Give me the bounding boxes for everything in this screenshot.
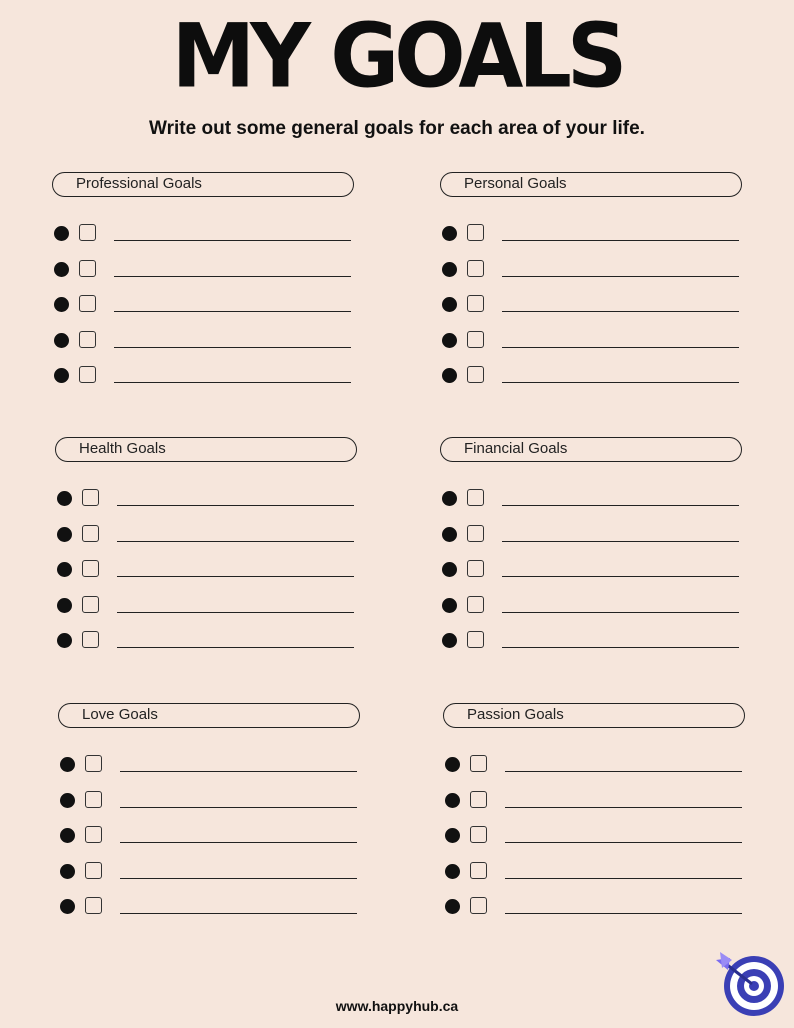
goal-row bbox=[55, 559, 360, 595]
goal-row bbox=[440, 630, 745, 666]
goal-write-line[interactable] bbox=[502, 541, 739, 542]
goal-row bbox=[58, 861, 363, 897]
goal-write-line[interactable] bbox=[120, 913, 357, 914]
goal-rows bbox=[443, 754, 748, 932]
goal-row bbox=[58, 896, 363, 932]
goal-row bbox=[52, 259, 357, 295]
goal-row bbox=[440, 259, 745, 295]
bullet-dot-icon bbox=[60, 757, 75, 772]
checkbox-icon[interactable] bbox=[85, 826, 102, 843]
goal-rows bbox=[58, 754, 363, 932]
checkbox-icon[interactable] bbox=[467, 631, 484, 648]
checkbox-icon[interactable] bbox=[82, 596, 99, 613]
goal-row bbox=[58, 825, 363, 861]
goal-write-line[interactable] bbox=[502, 347, 739, 348]
page-title: MY GOALS bbox=[171, 4, 623, 108]
goal-row bbox=[440, 223, 745, 259]
section-header: Love Goals bbox=[58, 703, 360, 728]
section-professional-goals bbox=[52, 172, 357, 401]
bullet-dot-icon bbox=[60, 828, 75, 843]
bullet-dot-icon bbox=[442, 491, 457, 506]
goal-row bbox=[440, 559, 745, 595]
checkbox-icon[interactable] bbox=[79, 366, 96, 383]
goal-write-line[interactable] bbox=[502, 276, 739, 277]
goal-write-line[interactable] bbox=[502, 240, 739, 241]
checkbox-icon[interactable] bbox=[467, 224, 484, 241]
checkbox-icon[interactable] bbox=[467, 295, 484, 312]
checkbox-icon[interactable] bbox=[85, 755, 102, 772]
section-love-goals bbox=[58, 703, 363, 932]
goal-rows bbox=[55, 488, 360, 666]
section-personal-goals bbox=[440, 172, 745, 401]
goal-row bbox=[443, 861, 748, 897]
section-header: Health Goals bbox=[55, 437, 357, 462]
bullet-dot-icon bbox=[442, 633, 457, 648]
goal-row bbox=[440, 294, 745, 330]
bullet-dot-icon bbox=[54, 297, 69, 312]
checkbox-icon[interactable] bbox=[467, 489, 484, 506]
goal-row bbox=[55, 488, 360, 524]
goal-write-line[interactable] bbox=[114, 276, 351, 277]
goal-write-line[interactable] bbox=[114, 347, 351, 348]
bullet-dot-icon bbox=[442, 527, 457, 542]
goal-row bbox=[440, 488, 745, 524]
checkbox-icon[interactable] bbox=[470, 897, 487, 914]
bullet-dot-icon bbox=[57, 527, 72, 542]
section-health-goals bbox=[55, 437, 360, 666]
goal-row bbox=[52, 223, 357, 259]
goal-row bbox=[52, 365, 357, 401]
bullet-dot-icon bbox=[57, 491, 72, 506]
checkbox-icon[interactable] bbox=[79, 224, 96, 241]
checkbox-icon[interactable] bbox=[82, 631, 99, 648]
checkbox-icon[interactable] bbox=[467, 525, 484, 542]
goal-row bbox=[55, 630, 360, 666]
goal-row bbox=[440, 595, 745, 631]
bullet-dot-icon bbox=[54, 262, 69, 277]
goal-write-line[interactable] bbox=[502, 311, 739, 312]
goal-write-line[interactable] bbox=[502, 612, 739, 613]
goal-write-line[interactable] bbox=[117, 647, 354, 648]
checkbox-icon[interactable] bbox=[85, 897, 102, 914]
checkbox-icon[interactable] bbox=[467, 331, 484, 348]
checkbox-icon[interactable] bbox=[470, 755, 487, 772]
goal-write-line[interactable] bbox=[117, 541, 354, 542]
checkbox-icon[interactable] bbox=[470, 826, 487, 843]
bullet-dot-icon bbox=[445, 757, 460, 772]
section-financial-goals bbox=[440, 437, 745, 666]
goal-row bbox=[58, 790, 363, 826]
checkbox-icon[interactable] bbox=[82, 525, 99, 542]
goal-write-line[interactable] bbox=[505, 913, 742, 914]
goal-row bbox=[52, 330, 357, 366]
goal-row bbox=[440, 330, 745, 366]
bullet-dot-icon bbox=[57, 562, 72, 577]
goal-write-line[interactable] bbox=[120, 807, 357, 808]
goal-row bbox=[55, 524, 360, 560]
section-header: Personal Goals bbox=[440, 172, 742, 197]
goal-write-line[interactable] bbox=[117, 612, 354, 613]
goal-write-line[interactable] bbox=[502, 576, 739, 577]
goal-write-line[interactable] bbox=[117, 576, 354, 577]
goal-write-line[interactable] bbox=[114, 311, 351, 312]
goal-row bbox=[55, 595, 360, 631]
goal-write-line[interactable] bbox=[114, 240, 351, 241]
checkbox-icon[interactable] bbox=[467, 366, 484, 383]
footer-website: www.happyhub.ca bbox=[335, 998, 459, 1014]
checkbox-icon[interactable] bbox=[467, 596, 484, 613]
checkbox-icon[interactable] bbox=[82, 560, 99, 577]
goal-write-line[interactable] bbox=[505, 878, 742, 879]
goal-write-line[interactable] bbox=[502, 382, 739, 383]
goal-row bbox=[440, 524, 745, 560]
section-header: Professional Goals bbox=[52, 172, 354, 197]
goal-row bbox=[443, 754, 748, 790]
bullet-dot-icon bbox=[57, 598, 72, 613]
bullet-dot-icon bbox=[442, 226, 457, 241]
checkbox-icon[interactable] bbox=[467, 260, 484, 277]
goal-write-line[interactable] bbox=[505, 842, 742, 843]
goal-rows bbox=[440, 223, 745, 401]
goal-row bbox=[52, 294, 357, 330]
bullet-dot-icon bbox=[445, 793, 460, 808]
bullet-dot-icon bbox=[442, 562, 457, 577]
checkbox-icon[interactable] bbox=[79, 295, 96, 312]
bullet-dot-icon bbox=[445, 864, 460, 879]
goal-write-line[interactable] bbox=[120, 842, 357, 843]
goal-write-line[interactable] bbox=[117, 505, 354, 506]
checkbox-icon[interactable] bbox=[85, 862, 102, 879]
bullet-dot-icon bbox=[442, 368, 457, 383]
goal-write-line[interactable] bbox=[502, 647, 739, 648]
bullet-dot-icon bbox=[54, 333, 69, 348]
checkbox-icon[interactable] bbox=[470, 791, 487, 808]
checkbox-icon[interactable] bbox=[79, 260, 96, 277]
goal-row bbox=[443, 896, 748, 932]
goal-write-line[interactable] bbox=[502, 505, 739, 506]
goal-rows bbox=[440, 488, 745, 666]
section-passion-goals bbox=[443, 703, 748, 932]
bullet-dot-icon bbox=[57, 633, 72, 648]
bullet-dot-icon bbox=[442, 262, 457, 277]
bullet-dot-icon bbox=[60, 899, 75, 914]
checkbox-icon[interactable] bbox=[85, 791, 102, 808]
goal-rows bbox=[52, 223, 357, 401]
bullet-dot-icon bbox=[445, 899, 460, 914]
checkbox-icon[interactable] bbox=[82, 489, 99, 506]
bullet-dot-icon bbox=[54, 368, 69, 383]
checkbox-icon[interactable] bbox=[470, 862, 487, 879]
goal-row bbox=[58, 754, 363, 790]
goal-write-line[interactable] bbox=[505, 771, 742, 772]
goal-write-line[interactable] bbox=[505, 807, 742, 808]
goal-write-line[interactable] bbox=[114, 382, 351, 383]
page-subtitle: Write out some general goals for each area of your life. bbox=[149, 118, 645, 139]
bullet-dot-icon bbox=[60, 864, 75, 879]
bullet-dot-icon bbox=[445, 828, 460, 843]
goal-write-line[interactable] bbox=[120, 771, 357, 772]
goal-row bbox=[440, 365, 745, 401]
checkbox-icon[interactable] bbox=[79, 331, 96, 348]
goal-write-line[interactable] bbox=[120, 878, 357, 879]
bullet-dot-icon bbox=[442, 598, 457, 613]
bullet-dot-icon bbox=[442, 297, 457, 312]
bullet-dot-icon bbox=[54, 226, 69, 241]
section-header: Financial Goals bbox=[440, 437, 742, 462]
section-header: Passion Goals bbox=[443, 703, 745, 728]
goal-row bbox=[443, 790, 748, 826]
checkbox-icon[interactable] bbox=[467, 560, 484, 577]
bullet-dot-icon bbox=[442, 333, 457, 348]
goal-row bbox=[443, 825, 748, 861]
bullet-dot-icon bbox=[60, 793, 75, 808]
